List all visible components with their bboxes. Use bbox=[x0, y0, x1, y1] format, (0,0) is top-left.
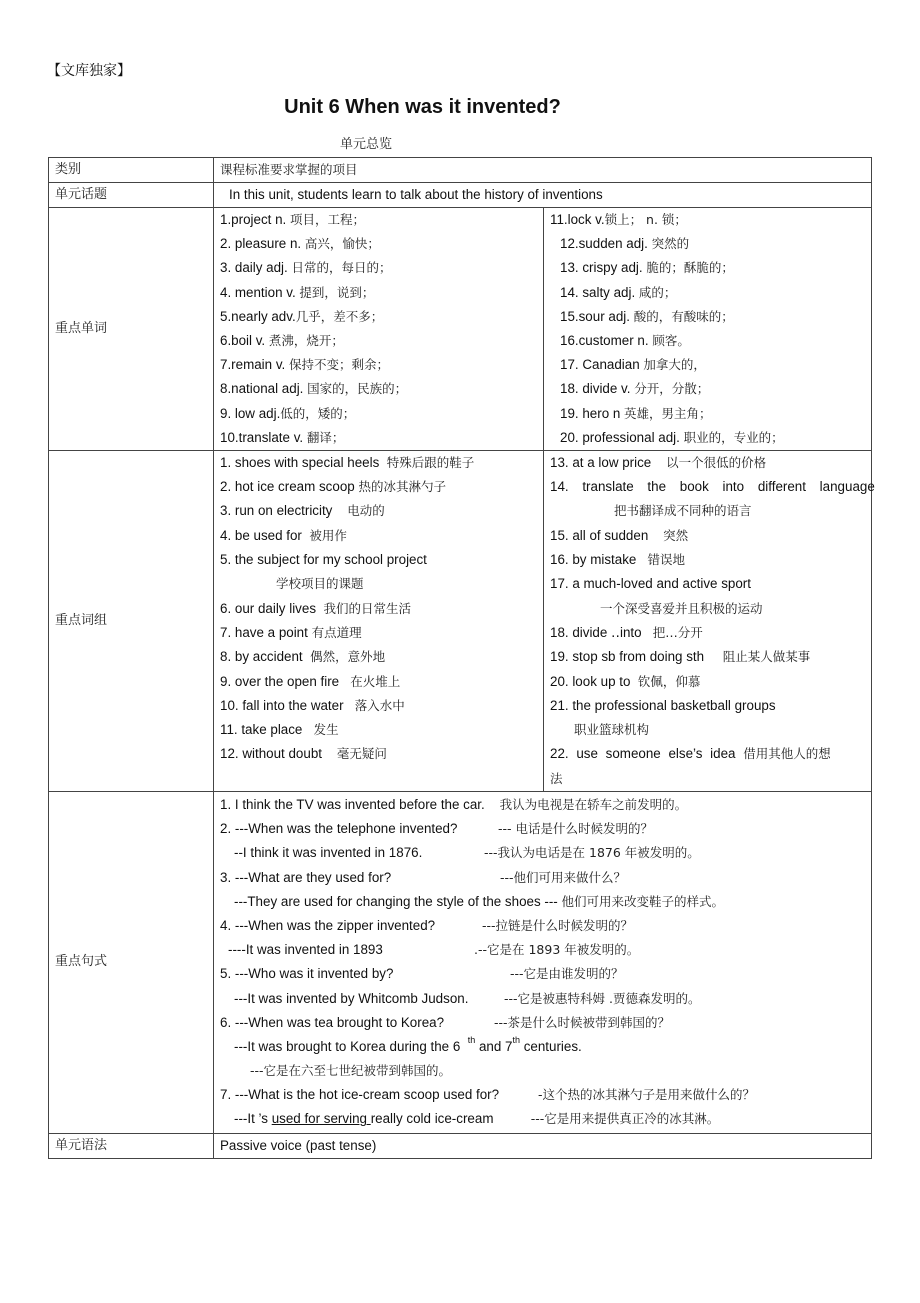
phrase-item: 1. shoes with special heels 特殊后跟的鞋子 bbox=[220, 454, 475, 470]
sentence-line: 7. ---What is the hot ice-cream scoop used for? -这个热的冰其淋勺子是用来做什么的？ bbox=[220, 1087, 756, 1103]
phrase-item: 21. the professional basketball groups bbox=[550, 697, 776, 713]
sentence-line: ---It ’s used for serving really cold ice-cream ---它是用来提供真正冷的冰其淋。 bbox=[234, 1111, 720, 1127]
phrase-item-translation: 一个深受喜爱并且积极的运动 bbox=[600, 600, 763, 616]
vocab-item: 20. professional adj. 职业的，专业的； bbox=[560, 429, 784, 445]
unit-overview-table bbox=[48, 157, 875, 1159]
phrase-item: 3. run on electricity 电动的 bbox=[220, 503, 385, 519]
phrase-item: 12. without doubt 毫无疑问 bbox=[220, 746, 387, 762]
phrase-item: 17. a much-loved and active sport bbox=[550, 576, 751, 592]
sentence-line: 5. ---Who was it invented by? ---它是由谁发明的？ bbox=[220, 966, 624, 982]
phrase-item: 7. have a point 有点道理 bbox=[220, 624, 362, 640]
vocab-item: 7.remain v. 保持不变；剩余； bbox=[220, 357, 389, 373]
phrase-item: 13. at a low price 以一个很低的价格 bbox=[550, 454, 767, 470]
sentence-line: ----It was invented in 1893 .--它是在 1893 年被发明的。 bbox=[228, 942, 640, 958]
vocab-item: 6.boil v. 煮沸，烧开； bbox=[220, 332, 344, 348]
phrase-item: 10. fall into the water 落入水中 bbox=[220, 697, 405, 713]
vocab-item: 13. crispy adj. 脆的；酥脆的； bbox=[560, 260, 734, 276]
phrase-item-continuation: 法 bbox=[550, 770, 563, 786]
vocab-item: 15.sour adj. 酸的，有酸味的； bbox=[560, 308, 734, 324]
vocab-item: 12.sudden adj. 突然的 bbox=[560, 236, 690, 252]
phrase-item: 8. by accident 偶然，意外地 bbox=[220, 649, 386, 665]
vocab-label: 重点单词 bbox=[49, 208, 214, 451]
vocab-left-list bbox=[214, 208, 544, 451]
sentences-list bbox=[214, 792, 872, 1134]
doc-tag: 【文库独家】 bbox=[47, 63, 131, 79]
sentence-line: 3. ---What are they used for? ---他们可用来做什么？ bbox=[220, 869, 627, 885]
phrase-item: 2. hot ice cream scoop 热的冰其淋勺子 bbox=[220, 479, 446, 495]
phrases-label: 重点词组 bbox=[49, 450, 214, 791]
phrase-item: 5. the subject for my school project bbox=[220, 552, 427, 568]
vocab-item: 10.translate v. 翻译； bbox=[220, 429, 345, 445]
phrase-item: 11. take place 发生 bbox=[220, 722, 339, 738]
sentences-label: 重点句式 bbox=[49, 792, 214, 1134]
sentence-line: ---它是在六至七世纪被带到韩国的。 bbox=[250, 1063, 452, 1079]
sentence-line: ---They are used for changing the style of the shoes --- 他们可用来改变鞋子的样式。 bbox=[234, 893, 725, 909]
phrase-item: 6. our daily lives 我们的日常生活 bbox=[220, 600, 411, 616]
phrase-item: 22. use someone else’s idea 借用其他人的想 bbox=[550, 746, 831, 762]
topic-label: 单元话题 bbox=[49, 183, 214, 208]
table-header-row bbox=[49, 158, 872, 183]
vocab-item: 5.nearly adv.几乎，差不多； bbox=[220, 308, 384, 324]
vocab-item: 16.customer n. 顾客。 bbox=[560, 332, 690, 348]
grammar-row bbox=[49, 1133, 872, 1158]
vocab-item: 14. salty adj. 咸的； bbox=[560, 284, 677, 300]
vocab-item: 18. divide v. 分开，分散； bbox=[560, 381, 710, 397]
sentence-line: --I think it was invented in 1876. ---我认为电话是在 1876 年被发明的。 bbox=[234, 845, 700, 861]
page-title: Unit 6 When was it invented? bbox=[284, 96, 561, 118]
topic-text: In this unit, students learn to talk about the history of inventions bbox=[214, 183, 872, 208]
phrase-item: 9. over the open fire 在火堆上 bbox=[220, 673, 401, 689]
phrases-row bbox=[49, 450, 872, 791]
phrase-item: 19. stop sb from doing sth 阻止某人做某事 bbox=[550, 649, 811, 665]
vocab-item: 2. pleasure n. 高兴，愉快； bbox=[220, 236, 380, 252]
vocab-item: 1.project n. 项目，工程； bbox=[220, 212, 365, 227]
vocab-right-list bbox=[544, 208, 872, 451]
sentence-line: 6. ---When was tea brought to Korea? ---茶是什么时候被带到韩国的？ bbox=[220, 1014, 671, 1030]
phrase-item-translation: 职业篮球机构 bbox=[574, 722, 650, 738]
topic-row bbox=[49, 183, 872, 208]
phrase-item: 16. by mistake 错误地 bbox=[550, 552, 686, 568]
vocab-item: 17. Canadian 加拿大的， bbox=[560, 357, 706, 373]
vocab-item: 8.national adj. 国家的，民族的； bbox=[220, 381, 408, 397]
vocab-item: 3. daily adj. 日常的，每日的； bbox=[220, 260, 392, 276]
sentence-line: 1. I think the TV was invented before the car. 我认为电视是在轿车之前发明的。 bbox=[220, 797, 688, 813]
sentence-line: ---It was brought to Korea during the 6 $^{th}$ and 7th centuries. bbox=[234, 1034, 582, 1054]
sentence-line: ---It was invented by Whitcomb Judson. ---它是被惠特科姆 .贾德森发明的。 bbox=[234, 990, 701, 1006]
vocab-row bbox=[49, 208, 872, 451]
vocab-item: 4. mention v. 提到，说到； bbox=[220, 284, 375, 300]
vocab-item: 11.lock v.锁上； n. 锁； bbox=[550, 212, 687, 227]
grammar-text: Passive voice (past tense) bbox=[214, 1133, 872, 1158]
grammar-label: 单元语法 bbox=[49, 1133, 214, 1158]
phrase-item: 14. translate the book into different language bbox=[550, 479, 875, 495]
header-items: 课程标准要求掌握的项目 bbox=[214, 158, 872, 183]
phrase-item: 15. all of sudden 突然 bbox=[550, 527, 689, 543]
page-subtitle: 单元总览 bbox=[340, 137, 393, 152]
phrases-left-list bbox=[214, 450, 544, 791]
header-category: 类别 bbox=[49, 158, 214, 183]
sentence-line: 2. ---When was the telephone invented? --- 电话是什么时候发明的？ bbox=[220, 821, 654, 837]
vocab-item: 9. low adj.低的，矮的； bbox=[220, 405, 356, 421]
phrase-item: 4. be used for 被用作 bbox=[220, 527, 347, 543]
sentence-line: 4. ---When was the zipper invented? ---拉链是什么时候发明的？ bbox=[220, 917, 634, 933]
vocab-item: 19. hero n 英雄，男主角； bbox=[560, 405, 712, 421]
sentences-row bbox=[49, 792, 872, 1134]
phrase-item: 18. divide ‥into 把…分开 bbox=[550, 624, 703, 640]
phrases-right-list bbox=[544, 450, 875, 791]
phrase-item: 20. look up to 钦佩，仰慕 bbox=[550, 673, 701, 689]
phrase-item-translation: 学校项目的课题 bbox=[276, 576, 364, 592]
phrase-item-translation: 把书翻译成不同种的语言 bbox=[614, 503, 752, 519]
